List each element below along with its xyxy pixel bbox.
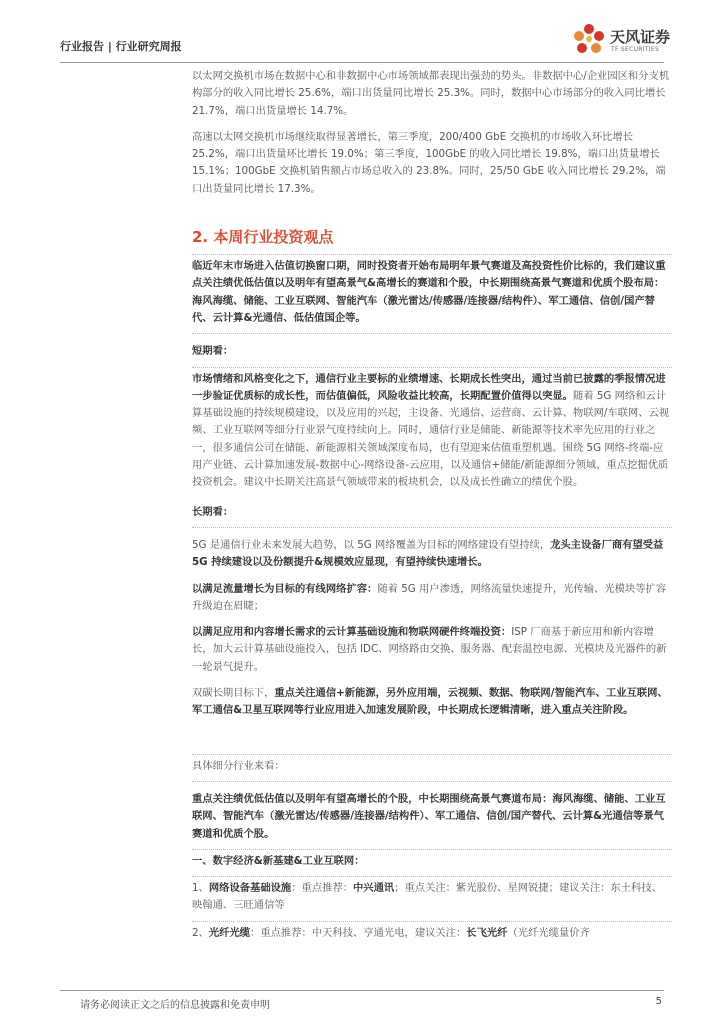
short-term-label: 短期看： [192, 345, 234, 358]
text: ISP 厂商基于新应用和新内容增长，加大云计算基础设施投入，包括 IDC、网络路由交换、服务器、配套温控电源、光模块及光器件的新一轮景气提升。 [192, 626, 667, 673]
bold-text: 光纤光缆 [208, 926, 251, 939]
report-category: 行业报告 | 行业研究周报 [60, 40, 182, 53]
main-content [192, 68, 672, 942]
text: 2、 [192, 926, 209, 939]
footer-divider [60, 990, 664, 991]
bold-text: 中兴通讯 [353, 882, 395, 895]
bold-text: 网络设备基础设施 [208, 882, 292, 895]
bold-text: 长飞光纤 [466, 926, 508, 939]
text: 5G 是通信行业未来发展大趋势，以 5G 网络覆盖为目标的网络建设有望持续， [192, 538, 551, 551]
bold-text: 海风海缆、储能、工业互联网、智能汽车（激光雷达/传感器/连接器/结构件）、军工通信、信创/国产替代、云计算&光通信等景气赛道和优质个股。 [192, 792, 666, 840]
item-header: 一、数字经济&新基建&工业互联网： [192, 854, 365, 867]
text: 随着 5G 用户渗透，网络流量快速提升，光传输、光模块等扩容升级迫在眉睫； [192, 582, 667, 612]
bold-text: 云视频、数据、物联网/智能汽车、工业互联网、军工通信&卫星互联网等行业应用进入加速发展阶段，中长期成长逻辑清晰，进入重点关注阶段。 [192, 687, 668, 717]
text: 双碳长期目标下， [192, 687, 275, 700]
text: （光纤光缆量价齐 [507, 926, 590, 939]
logo-subtitle: TF SECURITIES [611, 46, 660, 53]
paragraph: 高速以太网交换机市场继续取得显著增长，第三季度，200/400 GbE 交换机的市场收入环比增长 25.2%，端口出货量环比增长 19.0%；第三季度，100GbE 的收入同比增长 19.8%，端口出货量增长 15.1%；100GbE 交换机销售额占市场总收入的 23.8%。同时，25/50 GbE 收入同比增长 29.2%，端口出货量同比增长 17.3%。 [192, 130, 666, 195]
footer-disclaimer: 请务必阅读正文之后的信息披露和免责申明 [80, 1000, 270, 1011]
company-logo [570, 20, 690, 64]
list-item [192, 925, 672, 942]
bold-text: 以满足应用和内容增长需求的云计算基础设施和物联网硬件终端投资： [192, 626, 512, 639]
bold-text: 重点关注通信+新能源，另外应用端， [274, 687, 448, 700]
list-item [192, 880, 672, 915]
bold-text: 重点关注绩优低估值以及明年有望高增长的个股，中长期围绕高景气赛道布局： [192, 792, 553, 805]
logo-name: 天风证券 [610, 28, 671, 46]
paragraph [192, 685, 672, 720]
long-term-label: 长期看： [192, 505, 234, 518]
logo-flower-icon [570, 20, 608, 60]
bold-text: 龙头主设备厂商有望受益 5G 持续建设以及份额提升&规模效应显现，有望持续快速增长。 [192, 538, 664, 569]
header-divider [60, 62, 664, 63]
section-title: 2. 本周行业投资观点 [192, 228, 334, 247]
paragraph [192, 537, 672, 572]
text: ：重点推荐： [291, 882, 354, 895]
bold-text: 市场情绪和风格变化之下，通信行业主要标的业绩增速、长期成长性突出，通过当前已披露的季报情况进一步验证优质标的成长性，而估值偏低，风险收益比较高，长期配置价值得以突显。 [192, 372, 666, 402]
short-term-paragraph [192, 371, 672, 492]
text: 1、 [192, 882, 209, 895]
sub-label: 具体细分行业来看： [192, 759, 285, 772]
paragraph [192, 791, 672, 843]
text: 随着 5G 网络和云计算基础设施的持续规模建设，以及应用的兴起，主设备、光通信、运营商、云计算、物联网/车联网、云视频、工业互联网等细分行业景气度持续向上。同时，通信行业是储能、新能源等技术率先应用的行业之一，很多通信公司在储能、新能源相关领域深度布局，也有望迎来估值重塑机遇。围绕 5G 网络-终端-应用产业链、云计算加速发展-数据中心-网络设备-云应用，以及通信+储能/新能源细分领域，重点挖掘优质投资机会。建议中长期关注高景气领域带来的板块机会，以及成长性确立的绩优个股。 [192, 389, 670, 489]
paragraph: 以太网交换机市场在数据中心和非数据中心市场领域都表现出强劲的势头。非数据中心/企业园区和分支机构部分的收入同比增长 25.6%，端口出货量同比增长 25.3%。同时，数据中心市场部分的收入同比增长 21.7%，端口出货量增长 14.7%。 [192, 70, 670, 117]
bold-text: 以满足流量增长为目标的有线网络扩容： [192, 582, 378, 595]
text: ；重点关注：紫光股份、星网锐捷；建议关注：东土科技、映翰通、三旺通信等 [192, 882, 662, 912]
paragraph [192, 624, 672, 676]
investment-summary: 临近年末市场进入估值切换窗口期，同时投资者开始布局明年景气赛道及高投资性价比标的，我们建议重点关注绩优低估值以及明年有望高景气&高增长的赛道和个股，中长期围绕高景气赛道和优质个股布局：海风海缆、储能、工业互联网、智能汽车（激光雷达/传感器/连接器/结构件）、军工通信、信创/国产替代、云计算&光通信、低估值国企等。 [192, 260, 666, 324]
text: ：重点推荐：中天科技、亨通光电，建议关注： [250, 926, 467, 939]
paragraph [192, 581, 672, 616]
page-number: 5 [655, 996, 662, 1007]
